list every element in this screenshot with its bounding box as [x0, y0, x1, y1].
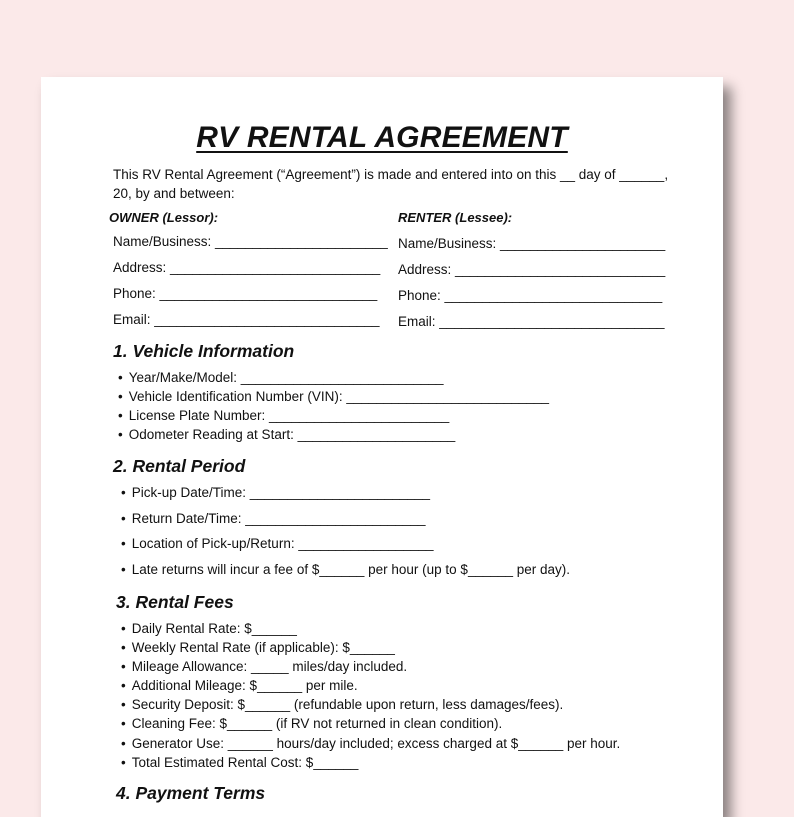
renter-name-field: Name/Business: ______________________: [398, 236, 666, 251]
list-item: • Additional Mileage: $______ per mile.: [121, 678, 358, 693]
list-item: • Location of Pick-up/Return: __________________: [121, 536, 433, 551]
list-item: • Return Date/Time: ________________________: [121, 511, 425, 526]
owner-email-field: Email: ______________________________: [113, 312, 380, 327]
list-item: • Security Deposit: $______ (refundable upon return, less damages/fees).: [121, 697, 563, 712]
section-heading-rental-fees: 3. Rental Fees: [116, 592, 234, 612]
section-heading-rental-period: 2. Rental Period: [113, 456, 246, 476]
owner-address-field: Address: ____________________________: [113, 260, 381, 275]
list-item: • License Plate Number: ________________________: [118, 408, 449, 423]
list-item: • Cleaning Fee: $______ (if RV not returned in clean condition).: [121, 716, 502, 731]
section-heading-vehicle-information: 1. Vehicle Information: [113, 341, 295, 361]
list-item: • Total Estimated Rental Cost: $______: [121, 755, 358, 770]
renter-address-field: Address: ____________________________: [398, 262, 666, 277]
renter-heading: RENTER (Lessee):: [398, 210, 513, 225]
document-title: RV RENTAL AGREEMENT: [196, 121, 568, 154]
renter-phone-field: Phone: _____________________________: [398, 288, 663, 303]
list-item: • Vehicle Identification Number (VIN): ___________________________: [118, 389, 549, 404]
owner-heading: OWNER (Lessor):: [109, 210, 219, 225]
document-page: [41, 77, 723, 817]
owner-name-field: Name/Business: _______________________: [113, 234, 388, 249]
renter-email-field: Email: ______________________________: [398, 314, 665, 329]
list-item: • Daily Rental Rate: $______: [121, 621, 297, 636]
list-item: • Generator Use: ______ hours/day included; excess charged at $______ per hour.: [121, 736, 620, 751]
list-item: • Late returns will incur a fee of $______ per hour (up to $______ per day).: [121, 562, 570, 577]
list-item: • Pick-up Date/Time: ________________________: [121, 485, 430, 500]
intro-paragraph: This RV Rental Agreement (“Agreement”) is made and entered into on this __ day of ______, 20, by and between:: [113, 167, 669, 201]
list-item: • Weekly Rental Rate (if applicable): $______: [121, 640, 395, 655]
list-item: • Odometer Reading at Start: _____________________: [118, 427, 455, 442]
list-item: • Mileage Allowance: _____ miles/day included.: [121, 659, 407, 674]
section-heading-payment-terms: 4. Payment Terms: [116, 783, 266, 803]
owner-phone-field: Phone: _____________________________: [113, 286, 378, 301]
list-item: • Year/Make/Model: ___________________________: [118, 370, 444, 385]
